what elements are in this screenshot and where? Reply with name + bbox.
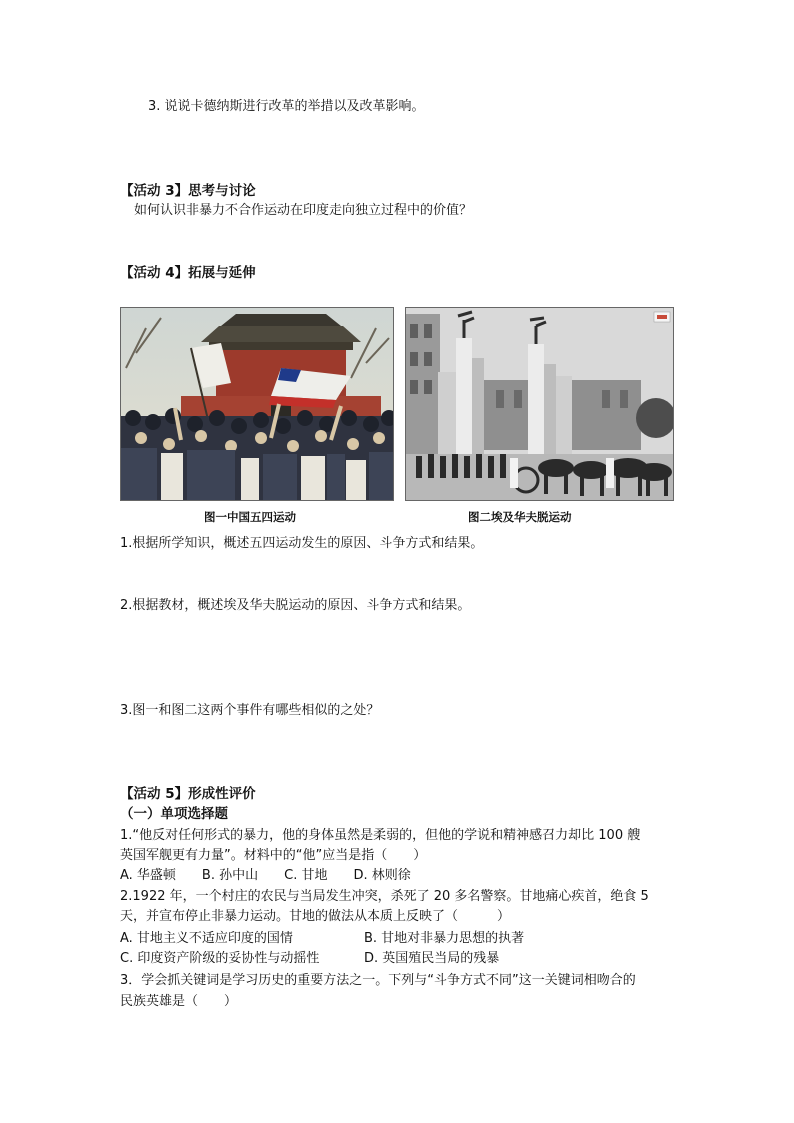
fig2-caption: 图二埃及华夫脱运动 xyxy=(468,510,572,524)
fig1-caption: 图一中国五四运动 xyxy=(204,510,296,524)
activity4-question-2: 2.根据教材，概述埃及华夫脱运动的原因、斗争方式和结果。 xyxy=(120,598,471,613)
mc3-stem-line1: 3．学会抓关键词是学习历史的重要方法之一。下列与“斗争方式不同”这一关键词相吻合的 xyxy=(120,973,636,988)
mc2-stem-line2: 天，并宣布停止非暴力运动。甘地的做法从本质上反映了（ ） xyxy=(120,909,511,924)
mc1-stem-line2: 英国军舰更有力量”。材料中的“他”应当是指（ ） xyxy=(120,848,427,863)
activity3-question: 如何认识非暴力不合作运动在印度走向独立过程中的价值？ xyxy=(134,203,473,218)
activity3-heading: 【活动 3】思考与讨论 xyxy=(120,183,256,199)
activity4-question-3: 3.图一和图二这两个事件有哪些相似的之处？ xyxy=(120,703,380,718)
mc2-option-d: D. 英国殖民当局的残暴 xyxy=(364,951,500,966)
activity4-question-1: 1.根据所学知识，概述五四运动发生的原因、斗争方式和结果。 xyxy=(120,536,484,551)
wafd-movement-image xyxy=(405,307,674,501)
question-kadenas: 3. 说说卡德纳斯进行改革的举措以及改革影响。 xyxy=(148,99,425,114)
section-single-choice: （一）单项选择题 xyxy=(120,806,228,822)
mc3-stem-line2: 民族英雄是（ ） xyxy=(120,994,238,1009)
may-fourth-image xyxy=(120,307,394,501)
activity4-heading: 【活动 4】拓展与延伸 xyxy=(120,265,256,281)
mc2-stem-line1: 2.1922 年，一个村庄的农民与当局发生冲突，杀死了 20 多名警察。甘地痛心疾首，绝食 5 xyxy=(120,889,649,904)
mc2-option-c: C. 印度资产阶级的妥协性与动摇性 xyxy=(120,951,320,966)
mc2-option-b: B. 甘地对非暴力思想的执著 xyxy=(364,931,525,946)
activity5-heading: 【活动 5】形成性评价 xyxy=(120,786,256,802)
mc1-stem-line1: 1.“他反对任何形式的暴力，他的身体虽然是柔弱的，但他的学说和精神感召力却比 100 艘 xyxy=(120,828,641,843)
mc1-options: A. 华盛顿 B. 孙中山 C. 甘地 D. 林则徐 xyxy=(120,868,411,883)
mc2-option-a: A. 甘地主义不适应印度的国情 xyxy=(120,931,293,946)
